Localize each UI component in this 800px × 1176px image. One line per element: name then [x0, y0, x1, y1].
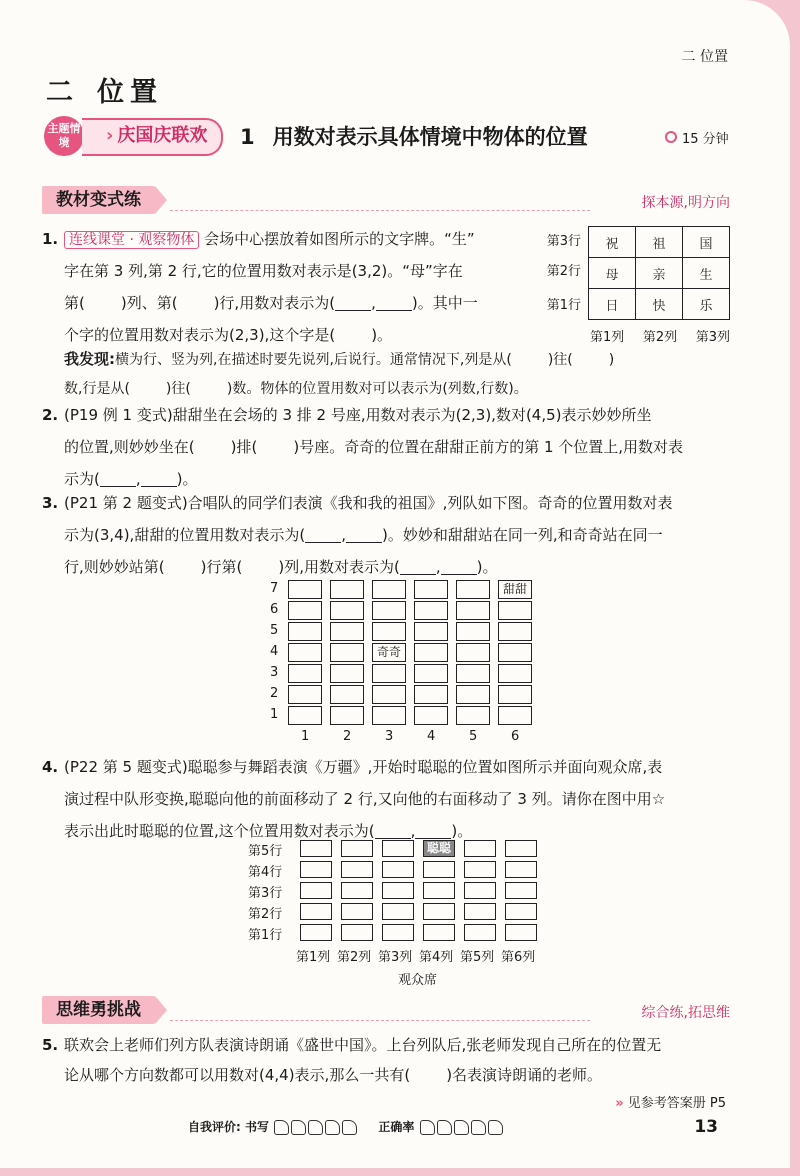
grid-row-label: 7 [270, 581, 279, 596]
column-labels [590, 326, 730, 345]
grid-row-label: 5 [270, 623, 279, 638]
lesson-title [240, 121, 588, 151]
table-cell: 日 [589, 289, 636, 320]
q1-line-1 [64, 224, 475, 255]
answer-blank[interactable] [441, 560, 477, 575]
q2-text: )。 [176, 470, 198, 488]
answer-reference-text: 见参考答案册 P5 [627, 1096, 726, 1111]
section-number: 二 [46, 77, 79, 108]
dancer-box[interactable] [505, 882, 537, 899]
q1-text: , [371, 294, 376, 312]
table-cell: 生 [683, 258, 730, 289]
grid-row-label: 3 [270, 665, 279, 680]
q3-text: )。 [476, 558, 498, 576]
question-3 [0, 488, 790, 584]
row-label: 第2行 [546, 263, 581, 279]
q3-line-1: (P21 第 2 题变式)合唱队的同学们表演《我和我的祖国》,列队如下图。奇奇的位置用数对表 [64, 494, 673, 512]
dancer-box[interactable] [300, 861, 332, 878]
q5-line-2 [64, 1060, 602, 1090]
q3-text: )列,用数对表示为( [278, 558, 400, 576]
seat-box[interactable] [414, 706, 448, 725]
q2-text: 的位置,则妙妙坐在( [64, 438, 195, 456]
grid-col-label: 5 [469, 729, 478, 744]
discovery-text: )往( [547, 352, 573, 368]
discovery-text: 横为行、竖为列,在描述时要先说列,后说行。通常情况下,列是从( [115, 352, 512, 368]
answer-blank[interactable] [141, 472, 177, 487]
grid-row-label: 2 [270, 686, 279, 701]
question-5 [0, 1030, 790, 1094]
seat-box[interactable] [456, 601, 490, 620]
self-eval-label: 自我评价: [188, 1120, 241, 1134]
part-tag-challenge: 综合练,拓思维 [641, 1005, 730, 1021]
part-label-practice: 教材变式练 [42, 186, 155, 214]
lesson-time: 15 分钟 [682, 132, 729, 147]
seat-box[interactable] [498, 622, 532, 641]
grid-row-label: 4 [270, 644, 279, 659]
chevron-right-icon: › [106, 125, 114, 146]
table-cell: 亲 [636, 258, 683, 289]
theme-banner [82, 118, 223, 156]
clock-icon [665, 131, 677, 143]
seat-box[interactable] [414, 601, 448, 620]
dancer-box[interactable] [341, 840, 373, 857]
page-number: 13 [694, 1117, 718, 1137]
grid-row-label: 第4行 [248, 865, 283, 880]
column-label: 第3列 [695, 330, 730, 345]
thumbs-up-icon[interactable] [437, 1120, 452, 1135]
grid-col-label: 3 [385, 729, 394, 744]
seat-box[interactable] [498, 601, 532, 620]
grid-row-label: 1 [270, 707, 279, 722]
answer-blank[interactable] [335, 296, 371, 311]
q3-text: 示为(3,4),甜甜的位置用数对表示为( [64, 526, 306, 544]
grid-col-label: 第3列 [378, 950, 413, 965]
q3-text: , [341, 526, 346, 544]
q1-text: 第( [64, 294, 85, 312]
seat-box[interactable] [288, 643, 322, 662]
grid-col-label: 2 [343, 729, 352, 744]
dancer-box[interactable] [505, 861, 537, 878]
dancer-box[interactable] [300, 924, 332, 941]
seat-box[interactable] [372, 622, 406, 641]
row-label: 第3行 [546, 233, 581, 249]
discovery-text: 数,行是从( [64, 381, 130, 397]
q5-text: )名表演诗朗诵的老师。 [446, 1066, 603, 1084]
seat-box[interactable] [372, 706, 406, 725]
q2-text: 示为( [64, 470, 100, 488]
table-cell: 祖 [636, 227, 683, 258]
dancer-box[interactable] [382, 840, 414, 857]
seat-qiqi[interactable]: 奇奇 [372, 643, 406, 662]
lesson-number: 1 [240, 125, 255, 149]
theme-banner-text: 庆国庆联欢 [117, 125, 208, 146]
seat-box[interactable] [288, 706, 322, 725]
q4-line-2: 演过程中队形变换,聪聪向他的前面移动了 2 行,又向他的右面移动了 3 列。请你在图中用☆ [64, 790, 666, 808]
dancer-box[interactable] [341, 861, 373, 878]
q5-text: 论从哪个方向数都可以用数对(4,4)表示,那么一共有( [64, 1066, 411, 1084]
seat-box[interactable] [414, 643, 448, 662]
q2-line-1: (P19 例 1 变式)甜甜坐在会场的 3 排 2 号座,用数对表示为(2,3),数对(4,5)表示妙妙所坐 [64, 406, 652, 424]
thumbs-up-icon[interactable] [488, 1120, 503, 1135]
grid-col-label: 6 [511, 729, 520, 744]
table-cell: 母 [589, 258, 636, 289]
seat-box[interactable] [288, 580, 322, 599]
dancer-box[interactable] [382, 882, 414, 899]
dancer-box[interactable] [300, 840, 332, 857]
column-label: 第2列 [642, 330, 678, 345]
topic-tag: 连线课堂 · 观察物体 [64, 231, 199, 249]
section-name: 位置 [97, 77, 163, 108]
dancer-box[interactable] [464, 903, 496, 920]
question-number: 2. [42, 406, 59, 424]
seat-box[interactable] [288, 664, 322, 683]
q3-text: 行,则妙妙站第( [64, 558, 165, 576]
q4-text: , [410, 822, 416, 840]
dancer-box[interactable] [423, 861, 455, 878]
dancer-box[interactable] [382, 924, 414, 941]
seat-box[interactable] [414, 664, 448, 683]
q3-text: )行第( [200, 558, 243, 576]
dancer-box[interactable] [464, 924, 496, 941]
grid-col-label: 第1列 [296, 950, 331, 965]
double-chevron-icon: » [615, 1096, 624, 1111]
thumbs-up-icon[interactable] [342, 1120, 357, 1135]
dance-formation-grid [248, 836, 558, 986]
q1-text: )列、第( [120, 294, 178, 312]
chapter-running-header: 二 位置 [681, 49, 728, 65]
table-cell: 乐 [683, 289, 730, 320]
discovery-text: ) [608, 352, 615, 368]
grid-row-label: 第5行 [248, 844, 283, 859]
discovery-text: )往( [165, 381, 191, 397]
dancer-box[interactable] [505, 903, 537, 920]
q2-text: , [135, 470, 141, 488]
dancer-box[interactable] [382, 861, 414, 878]
question-number: 5. [42, 1036, 59, 1054]
thumbs-up-icon[interactable] [291, 1120, 306, 1135]
divider [170, 210, 590, 211]
q4-text: 表示出此时聪聪的位置,这个位置用数对表示为( [64, 822, 375, 840]
answer-blank[interactable] [376, 296, 412, 311]
section-title [46, 70, 163, 109]
seat-box[interactable] [498, 685, 532, 704]
seat-box[interactable] [288, 622, 322, 641]
grid-col-label: 第6列 [501, 950, 536, 965]
grid-col-label: 第4列 [419, 950, 454, 965]
question-2 [0, 400, 790, 496]
seat-box[interactable] [372, 601, 406, 620]
table-cell: 快 [636, 289, 683, 320]
q1-text: )。 [371, 326, 393, 344]
seat-box[interactable] [456, 706, 490, 725]
audience-label: 观众席 [398, 973, 438, 988]
grid-col-label: 1 [301, 729, 310, 744]
question-number: 4. [42, 758, 59, 776]
seat-box[interactable] [372, 685, 406, 704]
seat-box[interactable] [456, 643, 490, 662]
q3-text: )。妙妙和甜甜站在同一列,和奇奇站在同一 [381, 526, 663, 544]
seat-box[interactable] [456, 580, 490, 599]
grid-row-label: 6 [270, 602, 279, 617]
dancer-box[interactable] [423, 903, 455, 920]
lesson-name: 用数对表示具体情境中物体的位置 [272, 125, 588, 149]
dancer-box[interactable] [423, 882, 455, 899]
q1-text: )行,用数对表示为( [213, 294, 336, 312]
dancer-congcong[interactable]: 聪聪 [423, 840, 455, 857]
table-cell: 祝 [589, 227, 636, 258]
q1-line-2: 字在第 3 列,第 2 行,它的位置用数对表示是(3,2)。“母”字在 [64, 262, 463, 280]
grid-col-label: 4 [427, 729, 436, 744]
dancer-box[interactable] [300, 903, 332, 920]
discovery-label: 我发现: [64, 350, 115, 368]
thumbs-up-icon[interactable] [471, 1120, 486, 1135]
thumbs-up-icon[interactable] [325, 1120, 340, 1135]
q1-discovery [0, 344, 790, 404]
question-4 [0, 752, 790, 848]
dancer-box[interactable] [464, 882, 496, 899]
seat-box[interactable] [330, 580, 364, 599]
discovery-line-1 [64, 344, 614, 375]
q3-line-2 [64, 520, 663, 550]
self-evaluation [188, 1118, 504, 1135]
q1-text: )。其中一 [411, 294, 478, 312]
choir-formation-grid [270, 576, 540, 744]
seat-box[interactable] [372, 580, 406, 599]
dancer-box[interactable] [341, 924, 373, 941]
seat-box[interactable] [372, 664, 406, 683]
seat-box[interactable] [330, 643, 364, 662]
theme-badge: 主题情境 [44, 116, 84, 156]
row-label: 第1行 [546, 297, 581, 313]
q2-text: )排( [230, 438, 258, 456]
column-label: 第1列 [590, 330, 625, 345]
question-number: 1. [42, 230, 59, 248]
thumbs-up-icon[interactable] [274, 1120, 289, 1135]
dancer-box[interactable] [341, 903, 373, 920]
dancer-box[interactable] [423, 924, 455, 941]
seat-box[interactable] [414, 685, 448, 704]
dancer-box[interactable] [300, 882, 332, 899]
q1-text: 会场中心摆放着如图所示的文字牌。“生” [204, 230, 475, 248]
q1-text: 个字的位置用数对表示为(2,3),这个字是( [64, 326, 336, 344]
q5-line-1: 联欢会上老师们列方队表演诗朗诵《盛世中国》。上台列队后,张老师发现自己所在的位置无 [64, 1036, 662, 1054]
answer-blank[interactable] [400, 560, 436, 575]
character-table [540, 226, 730, 345]
table-cell: 国 [683, 227, 730, 258]
answer-blank[interactable] [346, 528, 382, 543]
seat-box[interactable] [414, 580, 448, 599]
grid-col-label: 第5列 [460, 950, 495, 965]
seat-box[interactable] [456, 664, 490, 683]
accuracy-label: 正确率 [378, 1120, 415, 1134]
writing-label: 书写 [245, 1120, 270, 1134]
seat-box[interactable] [414, 622, 448, 641]
grid-row-label: 第2行 [248, 907, 283, 922]
seat-box[interactable] [330, 706, 364, 725]
seat-box[interactable] [330, 622, 364, 641]
answer-blank[interactable] [305, 528, 341, 543]
thumbs-up-icon[interactable] [420, 1120, 435, 1135]
q4-line-1: (P22 第 5 题变式)聪聪参与舞蹈表演《万疆》,开始时聪聪的位置如图所示并面向观众席,表 [64, 758, 663, 776]
seat-box[interactable] [498, 643, 532, 662]
grid-row-label: 第3行 [248, 886, 283, 901]
part-tag-practice: 探本源,明方向 [641, 195, 730, 211]
part-label-challenge: 思维勇挑战 [42, 996, 155, 1024]
dancer-box[interactable] [505, 924, 537, 941]
dancer-box[interactable] [464, 840, 496, 857]
thumbs-up-icon[interactable] [454, 1120, 469, 1135]
seat-box[interactable] [288, 685, 322, 704]
dancer-box[interactable] [505, 840, 537, 857]
seat-box[interactable] [330, 685, 364, 704]
grid-row-label: 第1行 [248, 928, 283, 943]
dancer-box[interactable] [464, 861, 496, 878]
q4-text: )。 [451, 822, 473, 840]
thumbs-up-icon[interactable] [308, 1120, 323, 1135]
seat-box[interactable] [456, 622, 490, 641]
q3-text: , [435, 558, 441, 576]
dancer-box[interactable] [341, 882, 373, 899]
seat-box[interactable] [456, 685, 490, 704]
seat-box[interactable] [330, 664, 364, 683]
q2-line-2 [64, 432, 683, 462]
divider [170, 1020, 590, 1021]
answer-reference [615, 1092, 726, 1111]
discovery-text: )数。物体的位置用数对可以表示为(列数,行数)。 [226, 381, 528, 397]
q2-text: )号座。奇奇的位置在甜甜正前方的第 1 个位置上,用数对表 [293, 438, 684, 456]
answer-blank[interactable] [100, 472, 136, 487]
seat-box[interactable] [330, 601, 364, 620]
seat-box[interactable] [288, 601, 322, 620]
grid-col-label: 第2列 [337, 950, 372, 965]
dancer-box[interactable] [382, 903, 414, 920]
question-number: 3. [42, 494, 59, 512]
seat-tiantian[interactable]: 甜甜 [498, 580, 532, 599]
q1-line-3 [64, 288, 478, 318]
seat-box[interactable] [498, 664, 532, 683]
seat-box[interactable] [498, 706, 532, 725]
